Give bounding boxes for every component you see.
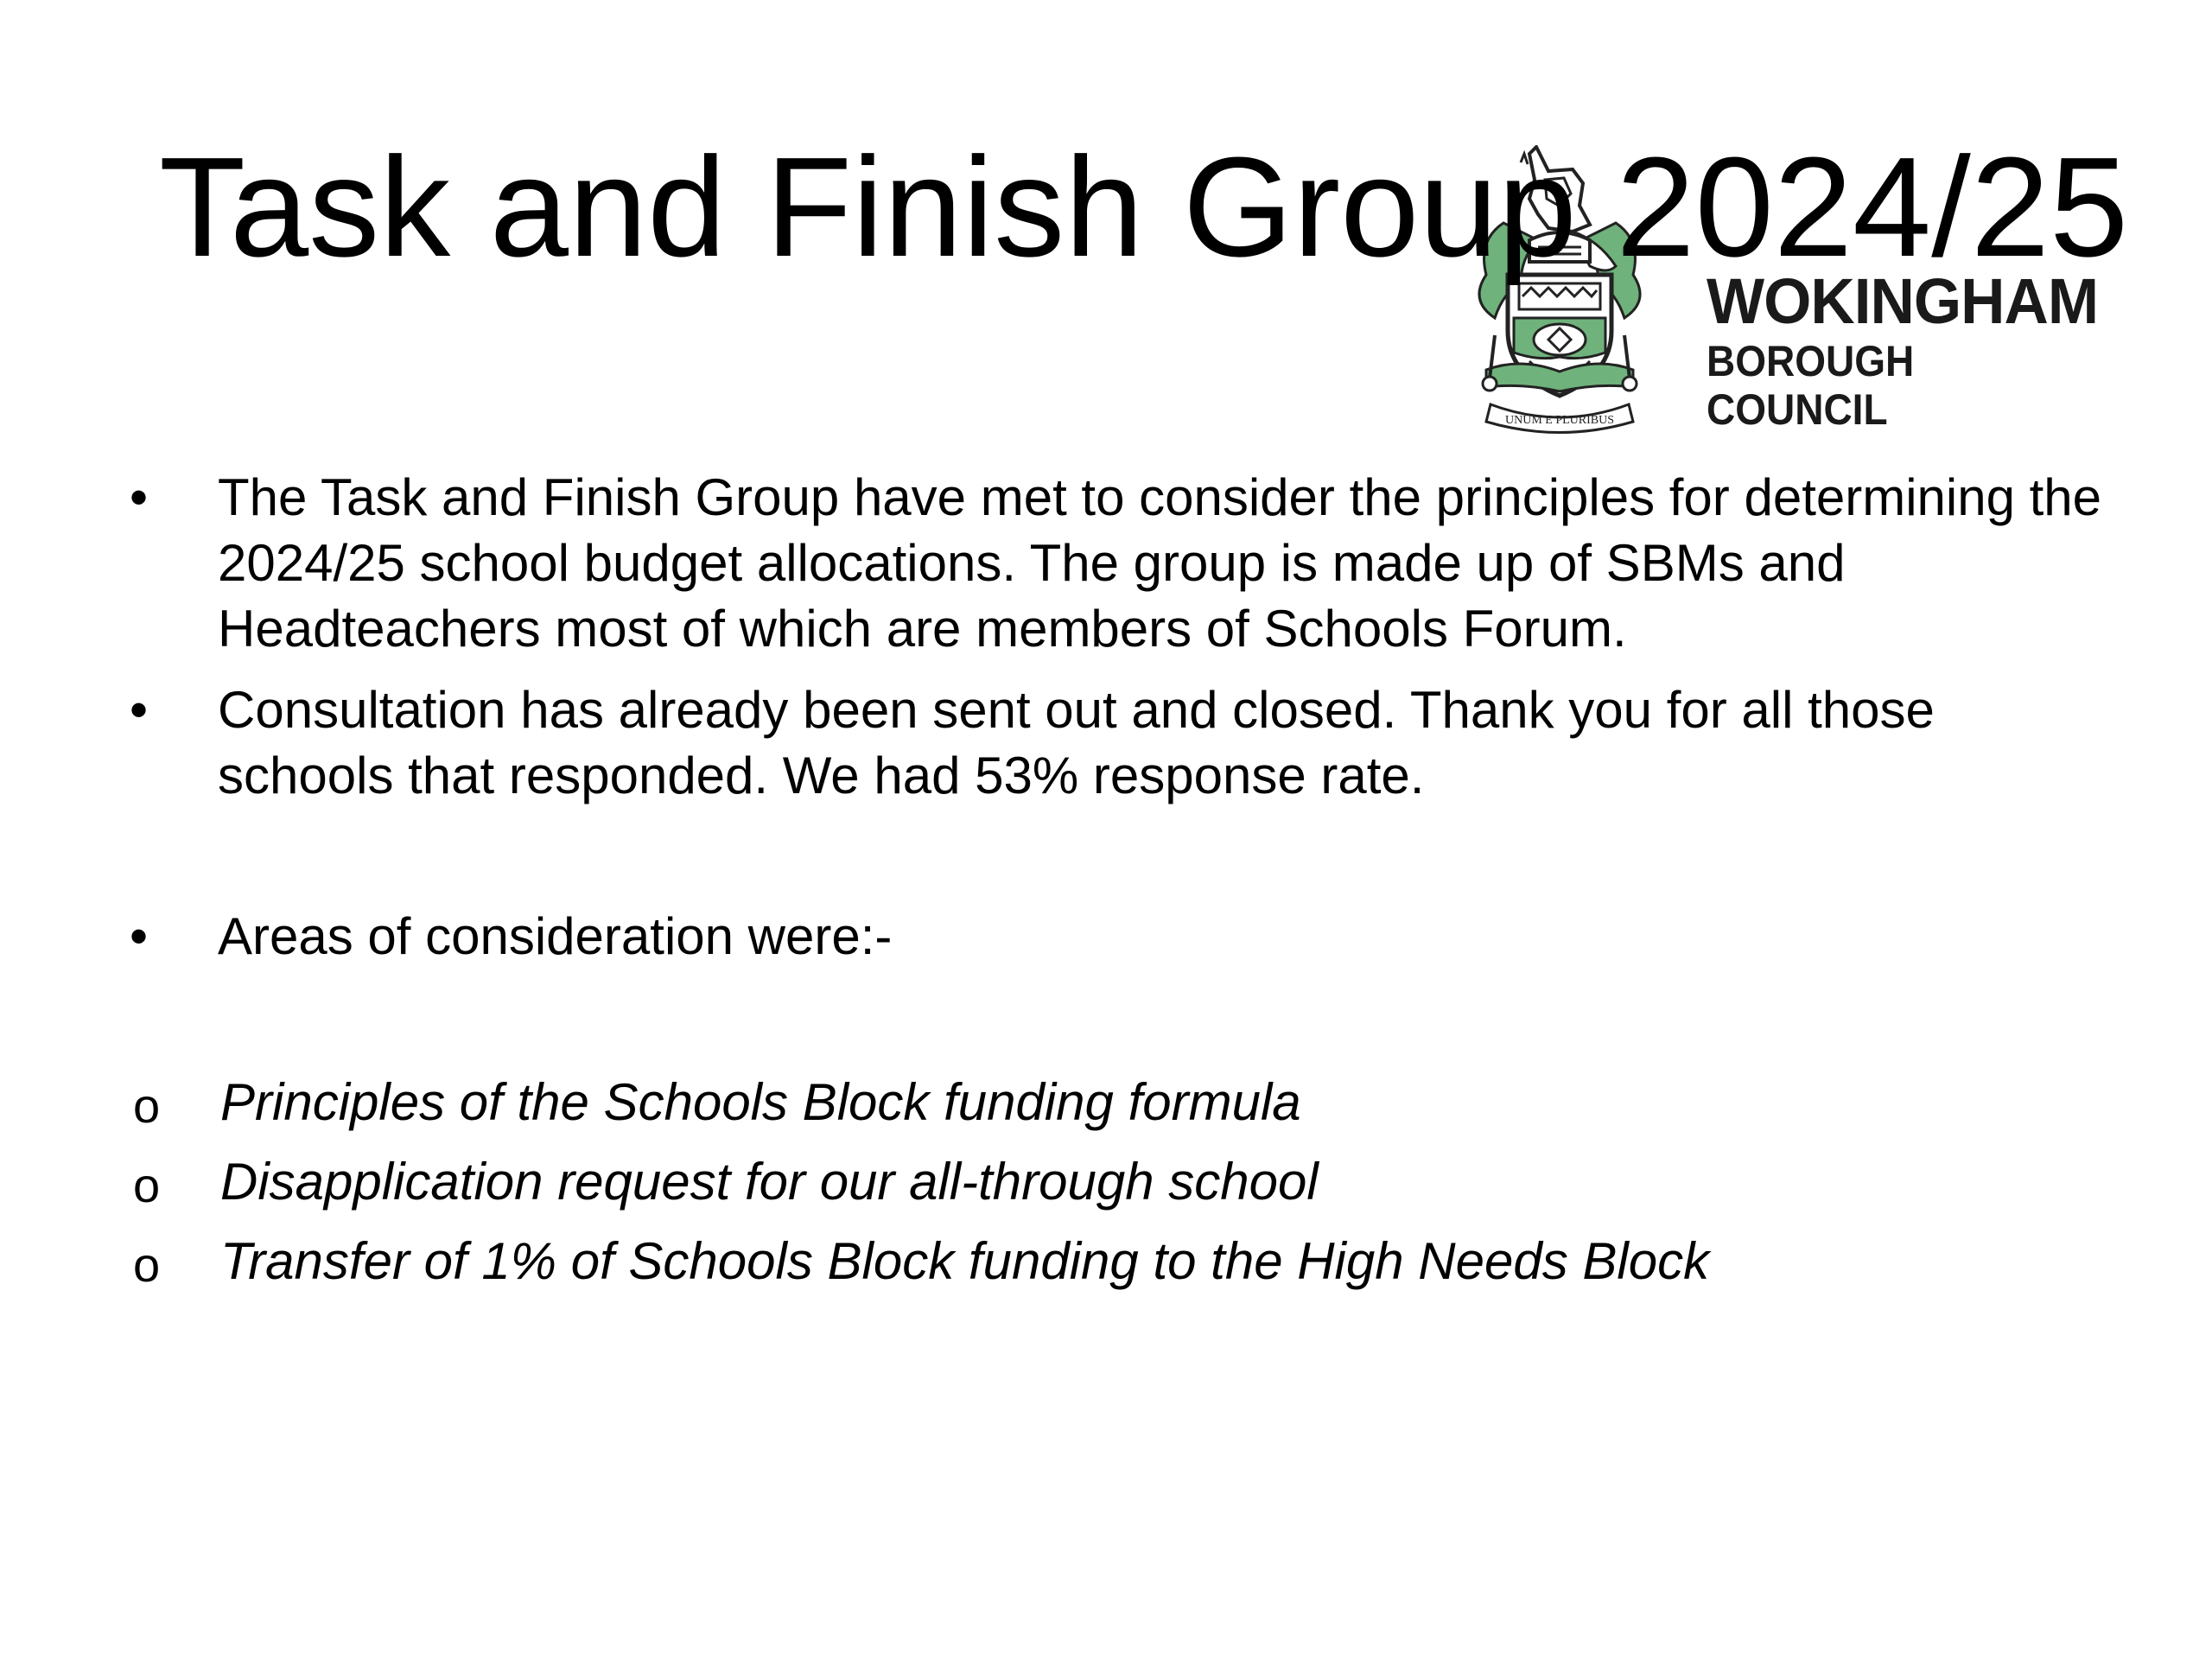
consideration-item (130, 1222, 1709, 1301)
consideration-item (130, 1063, 1709, 1142)
crest-motto: UNUM E PLURIBUS (1504, 414, 1615, 427)
consideration-list (130, 1063, 1709, 1301)
bullet-text: Areas of consideration were:- (218, 907, 893, 965)
bullet-marker: • (130, 468, 149, 526)
council-wordmark (1707, 266, 2134, 434)
consideration-item (130, 1142, 1709, 1222)
council-name-line1: WOKINGHAM (1707, 265, 2099, 337)
bullet-marker: • (130, 681, 149, 739)
bullet-item (130, 465, 2117, 662)
sub-bullet-marker: o (133, 1078, 161, 1133)
sub-bullet-marker: o (133, 1237, 161, 1292)
sub-bullet-marker: o (133, 1158, 161, 1212)
consideration-text: Disapplication request for our all-through school (220, 1153, 1319, 1211)
consideration-text: Transfer of 1% of Schools Block funding to the High Needs Block (220, 1232, 1710, 1290)
bullet-list (130, 465, 2117, 969)
consideration-text: Principles of the Schools Block funding formula (220, 1073, 1301, 1131)
bullet-marker: • (130, 907, 149, 965)
bullet-item (130, 904, 2117, 969)
council-name-line2: BOROUGH COUNCIL (1707, 337, 1915, 434)
bullet-item (130, 677, 2117, 809)
slide-title: Task and Finish Group 2024/25 (159, 128, 2129, 286)
bullet-text: Consultation has already been sent out and closed. Thank you for all those schools that responded. We had 53% response rate. (218, 681, 1935, 804)
bullet-text: The Task and Finish Group have met to consider the principles for determining the 2024/25 school budget allocations. The group is made up of SBMs and Headteachers most of which are members of Schools Forum. (218, 468, 2102, 658)
